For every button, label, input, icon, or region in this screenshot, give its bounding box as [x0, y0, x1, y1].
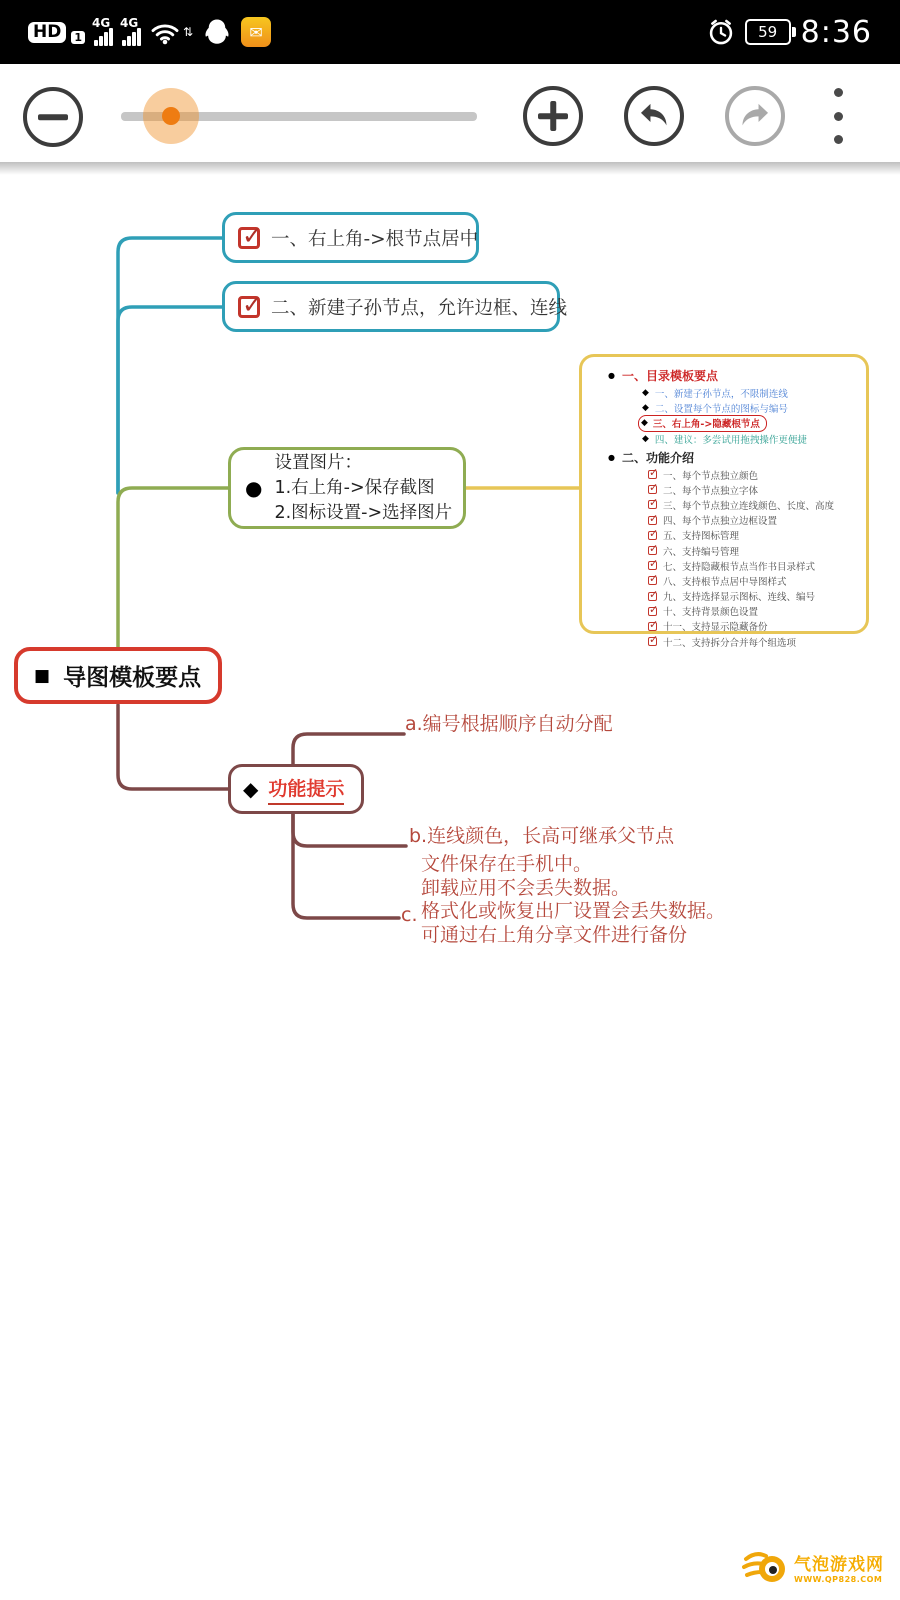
checked-checkbox-icon	[648, 561, 657, 570]
mindmap-node-tips[interactable]	[228, 764, 364, 814]
checked-checkbox-icon	[648, 637, 657, 646]
mindmap-node-screenshot-thumbnail[interactable]	[579, 354, 869, 649]
diamond-bullet-icon: ◆	[642, 434, 649, 445]
thumb-feature-item: ✓ 四、每个节点独立边框设置	[648, 513, 858, 528]
circle-bullet-icon: ●	[608, 371, 615, 380]
node-label: 设置图片： 1.右上角->保存截图 2.图标设置->选择图片	[274, 452, 453, 523]
square-bullet-icon: ■	[34, 665, 51, 686]
thumb-list-item: ◆ 一、新建子孙节点，不限制连线	[642, 387, 788, 400]
circle-bullet-icon: ●	[245, 476, 263, 500]
root-node-label: 导图模板要点	[63, 665, 202, 691]
checked-checkbox-icon	[238, 296, 260, 318]
sim1-badge: 1	[71, 31, 85, 44]
watermark-site-name: 气泡游戏网	[794, 1555, 884, 1575]
thumb-feature-item: ✓ 七、支持隐藏根节点当作书目录样式	[648, 558, 858, 573]
site-watermark	[742, 1538, 894, 1596]
thumb-feature-item: ✓ 八、支持根节点居中导图样式	[648, 573, 858, 588]
checked-checkbox-icon	[648, 531, 657, 540]
checked-checkbox-icon	[648, 470, 657, 479]
mindmap-node-set-image[interactable]	[228, 447, 466, 529]
thumb-list-item: ◆ 四、建议：多尝试用拖拽操作更便捷	[642, 434, 807, 447]
mindmap-node-tip-c-prefix: c.	[401, 904, 418, 926]
thumb-list-item-highlighted: ◆ 三、右上角->隐藏根节点	[638, 416, 858, 432]
thumb-feature-item: ✓ 二、每个节点独立字体	[648, 482, 858, 497]
thumb-feature-item: ✓ 三、每个节点独立连线颜色、长度、高度	[648, 497, 858, 512]
hd-voice-icon: HD	[28, 22, 66, 43]
mindmap-root-node[interactable]	[14, 647, 222, 704]
thumb-feature-item: ✓ 五、支持图标管理	[648, 528, 858, 543]
node-label: 功能提示	[268, 774, 344, 805]
node-label: 二、新建子孙节点，允许边框、连线	[271, 297, 568, 319]
thumb-feature-item: ✓ 六、支持编号管理	[648, 543, 858, 558]
network-activity-icon: ⇅	[183, 25, 194, 39]
thumb-feature-item: ✓ 九、支持选择显示图标、连线、编号	[648, 589, 858, 604]
checked-checkbox-icon	[648, 576, 657, 585]
thumb-list-item: ◆ 二、设置每个节点的图标与编号	[642, 403, 788, 416]
watermark-site-url: WWW.QP828.COM	[794, 1575, 883, 1584]
thumb-feature-item: ✓ 十一、支持显示隐藏备份	[648, 619, 858, 634]
circle-bullet-icon: ●	[608, 453, 615, 462]
node-label: 一、右上角->根节点居中	[271, 228, 479, 250]
checked-checkbox-icon	[648, 622, 657, 631]
diamond-bullet-icon: ◆	[641, 418, 648, 429]
mindmap-node-tip-c[interactable]: 文件保存在手机中。 卸载应用不会丢失数据。 格式化或恢复出厂设置会丢失数据。 可通过右上角分享文件进行备份	[421, 853, 726, 946]
checked-checkbox-icon	[648, 485, 657, 494]
thumb-feature-item: ✓ 十二、支持拆分合并每个组选项	[648, 634, 858, 649]
mindmap-node-new-child[interactable]	[222, 281, 568, 332]
checked-checkbox-icon	[648, 546, 657, 555]
signal-bars-icon: 4G	[122, 18, 141, 46]
thumb-section-title: ● 二、功能介绍	[608, 451, 694, 465]
checked-checkbox-icon	[238, 227, 260, 249]
thumb-section-title: ● 一、目录模板要点	[608, 369, 718, 383]
thumb-feature-item: ✓ 十、支持背景颜色设置	[648, 604, 858, 619]
mindmap-node-root-center[interactable]	[222, 212, 479, 263]
signal-bars-icon: 4G	[94, 18, 113, 46]
status-time: 8:36	[800, 14, 872, 50]
checked-checkbox-icon	[648, 592, 657, 601]
diamond-bullet-icon: ◆	[243, 777, 259, 801]
diamond-bullet-icon: ◆	[642, 387, 649, 398]
bubble-logo-icon	[742, 1543, 790, 1591]
checked-checkbox-icon	[648, 516, 657, 525]
mindmap-node-tip-b[interactable]: b.连线颜色，长高可继承父节点	[409, 825, 675, 847]
checked-checkbox-icon	[648, 500, 657, 509]
diamond-bullet-icon: ◆	[642, 403, 649, 414]
mail-icon: ✉	[241, 17, 271, 47]
checked-checkbox-icon	[648, 607, 657, 616]
mindmap-node-tip-a[interactable]: a.编号根据顺序自动分配	[405, 713, 613, 735]
battery-indicator: 59	[745, 19, 791, 45]
thumb-feature-item: ✓ 一、每个节点独立颜色	[648, 467, 858, 482]
